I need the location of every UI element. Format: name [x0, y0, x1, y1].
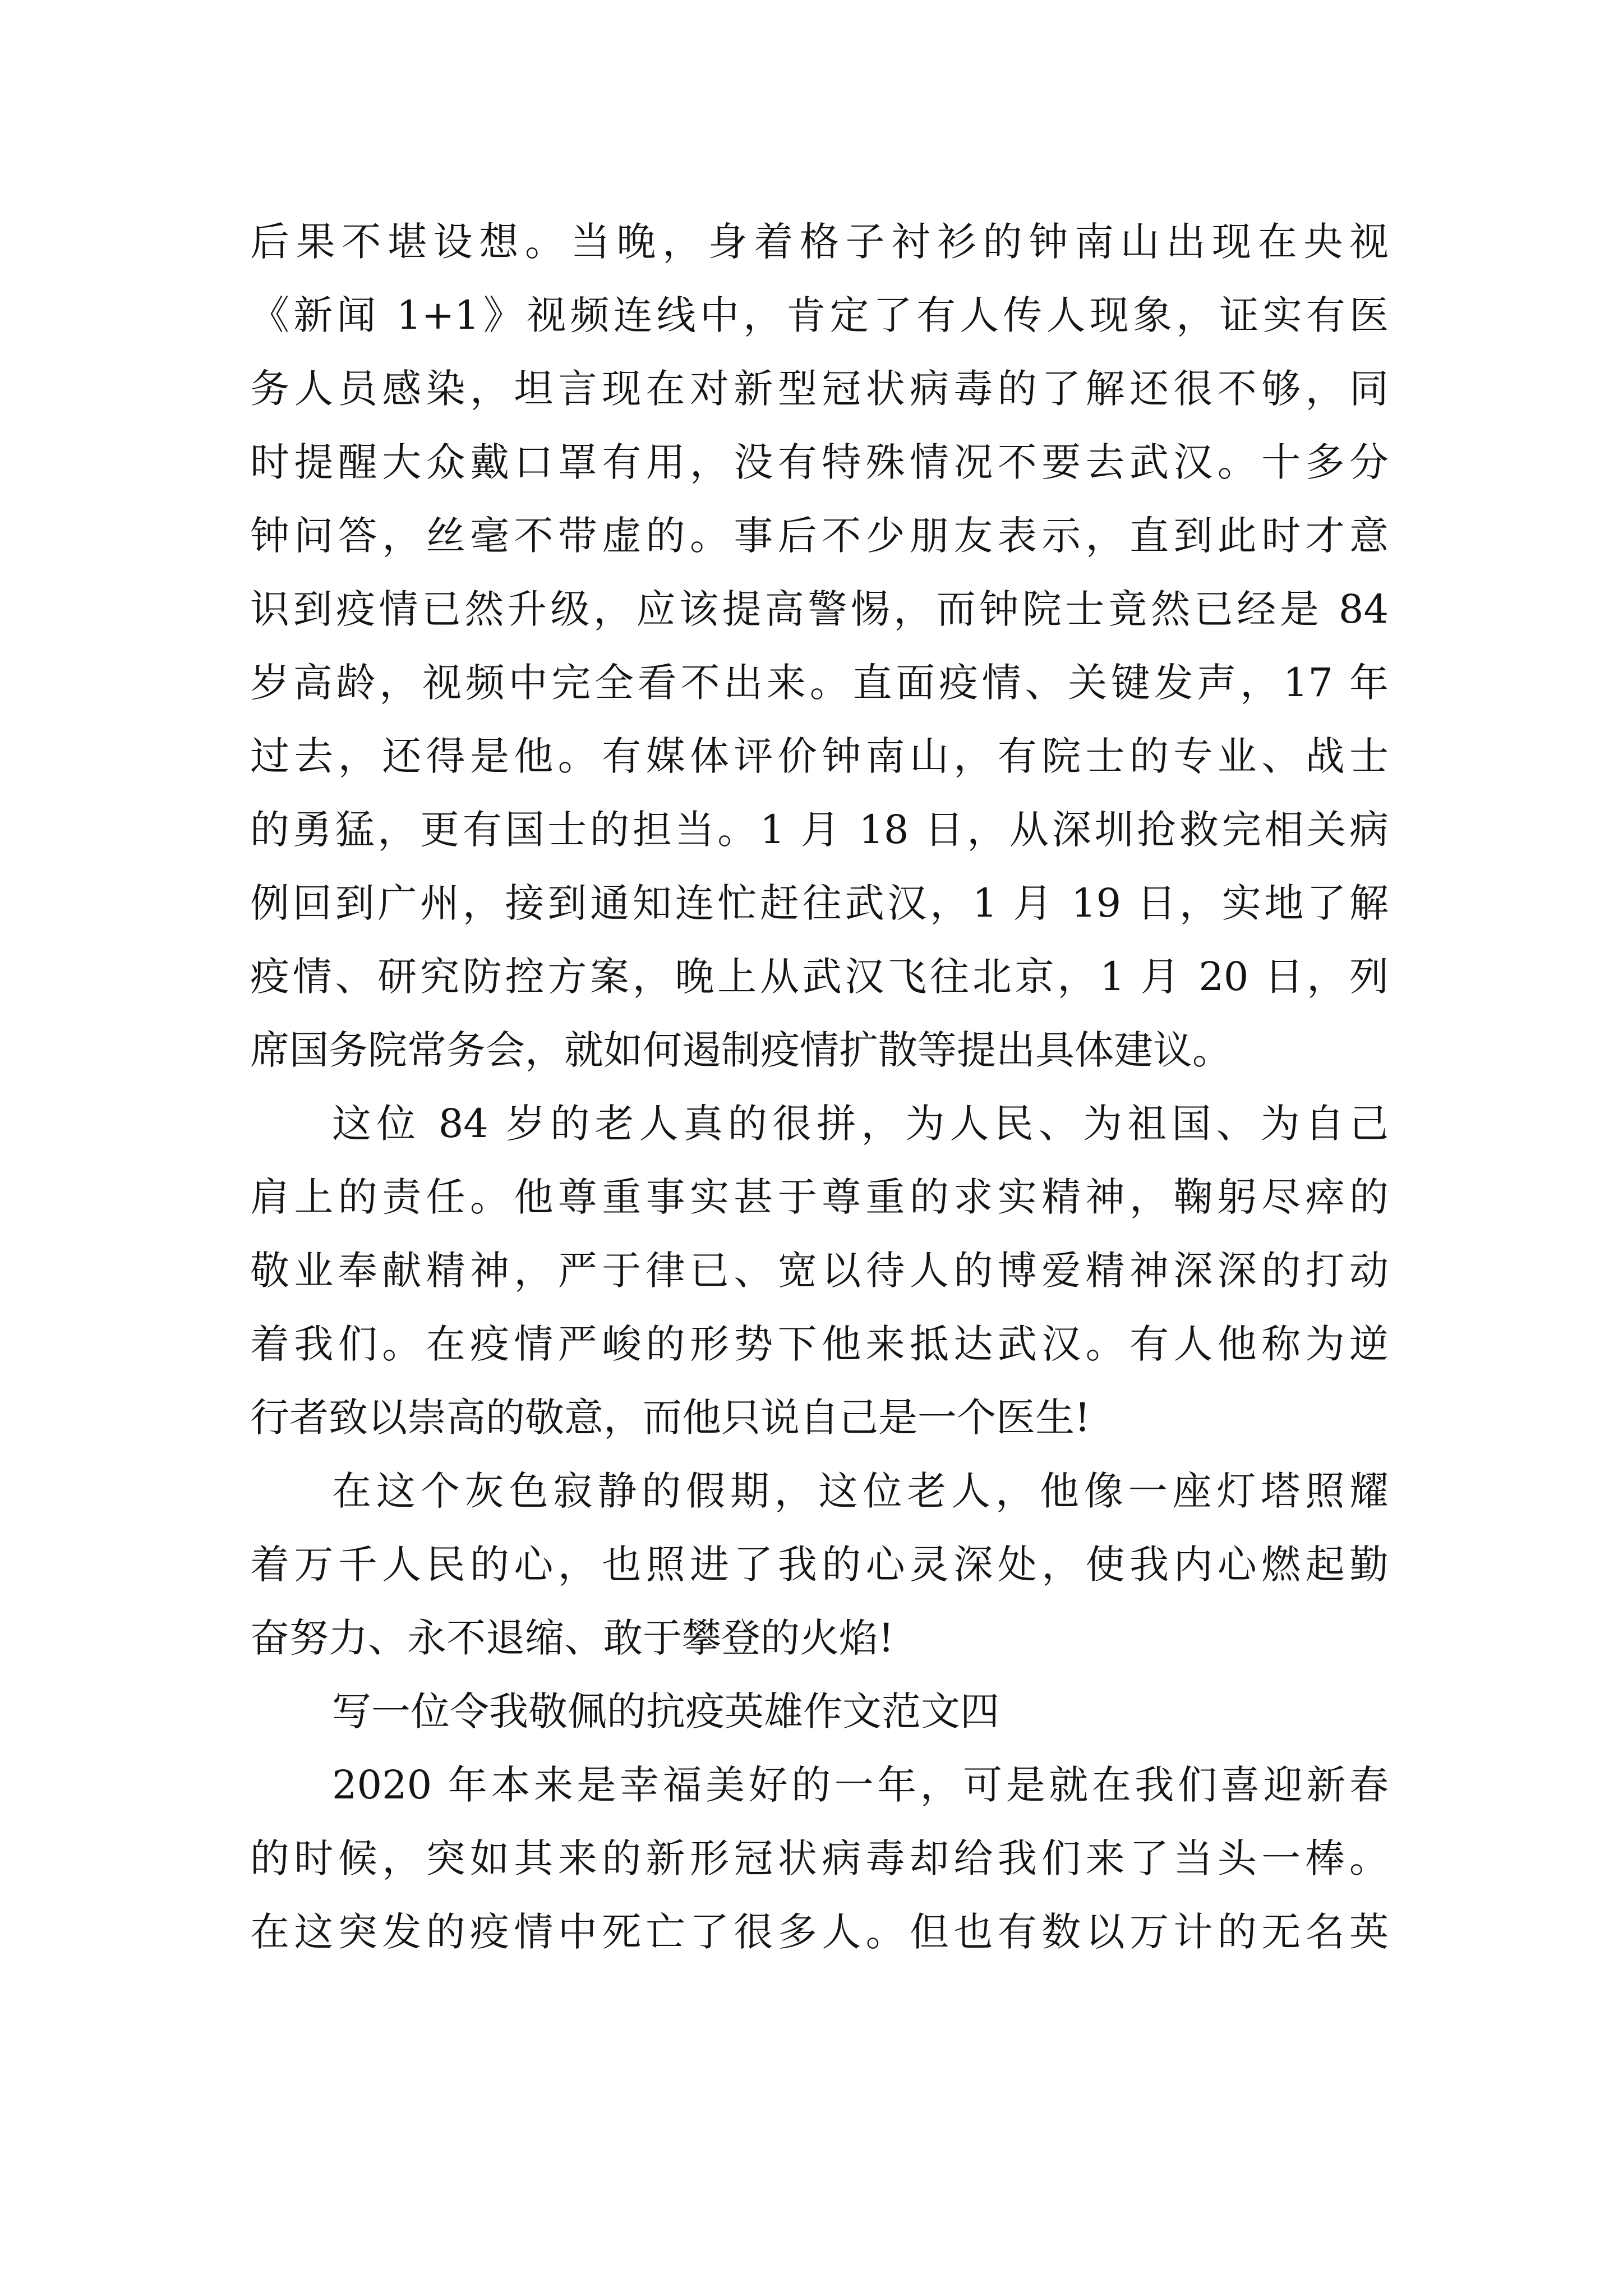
text-line: 的勇猛，更有国士的担当。1 月 18 日，从深圳抢救完相关病 — [250, 807, 1389, 853]
text-line: 岁高龄，视频中完全看不出来。直面疫情、关键发声，17 年 — [250, 660, 1389, 706]
document-body — [250, 205, 1389, 1969]
paragraph — [250, 1749, 1389, 1969]
text-line: 钟问答，丝毫不带虚的。事后不少朋友表示，直到此时才意 — [250, 513, 1389, 559]
section-heading: 写一位令我敬佩的抗疫英雄作文范文四 — [332, 1688, 999, 1734]
paragraph — [250, 205, 1389, 1087]
text-line: 着万千人民的心，也照进了我的心灵深处，使我内心燃起勤 — [250, 1542, 1389, 1588]
text-line: 在这突发的疫情中死亡了很多人。但也有数以万计的无名英 — [250, 1909, 1389, 1955]
paragraph — [250, 1087, 1389, 1455]
text-line: 敬业奉献精神，严于律已、宽以待人的博爱精神深深的打动 — [250, 1248, 1389, 1294]
text-line: 过去，还得是他。有媒体评价钟南山，有院士的专业、战士 — [250, 733, 1389, 779]
paragraph — [250, 1455, 1389, 1675]
text-line: 的时候，突如其来的新形冠状病毒却给我们来了当头一棒。 — [250, 1835, 1389, 1881]
text-line: 时提醒大众戴口罩有用，没有特殊情况不要去武汉。十多分 — [250, 439, 1389, 485]
text-line: 后果不堪设想。当晚，身着格子衬衫的钟南山出现在央视 — [250, 219, 1389, 265]
text-line: 奋努力、永不退缩、敢于攀登的火焰! — [250, 1615, 895, 1661]
text-line: 识到疫情已然升级，应该提高警惕，而钟院士竟然已经是 84 — [250, 586, 1389, 632]
text-line: 肩上的责任。他尊重事实甚于尊重的求实精神，鞠躬尽瘁的 — [250, 1174, 1389, 1220]
text-line: 务人员感染，坦言现在对新型冠状病毒的了解还很不够，同 — [250, 366, 1389, 412]
text-line: 在这个灰色寂静的假期，这位老人，他像一座灯塔照耀 — [332, 1468, 1389, 1514]
text-line: 席国务院常务会，就如何遏制疫情扩散等提出具体建议。 — [250, 1027, 1232, 1073]
text-line: 例回到广州，接到通知连忙赶往武汉，1 月 19 日，实地了解 — [250, 880, 1389, 926]
text-line: 这位 84 岁的老人真的很拼，为人民、为祖国、为自己 — [332, 1101, 1389, 1147]
text-line: 着我们。在疫情严峻的形势下他来抵达武汉。有人他称为逆 — [250, 1321, 1389, 1367]
text-line: 2020 年本来是幸福美好的一年，可是就在我们喜迎新春 — [332, 1762, 1389, 1808]
text-line: 行者致以崇高的敬意，而他只说自己是一个医生! — [250, 1395, 1091, 1441]
text-line: 《新闻 1+1》视频连线中，肯定了有人传人现象，证实有医 — [250, 292, 1389, 338]
text-line: 疫情、研究防控方案，晚上从武汉飞往北京，1 月 20 日，列 — [250, 954, 1389, 1000]
